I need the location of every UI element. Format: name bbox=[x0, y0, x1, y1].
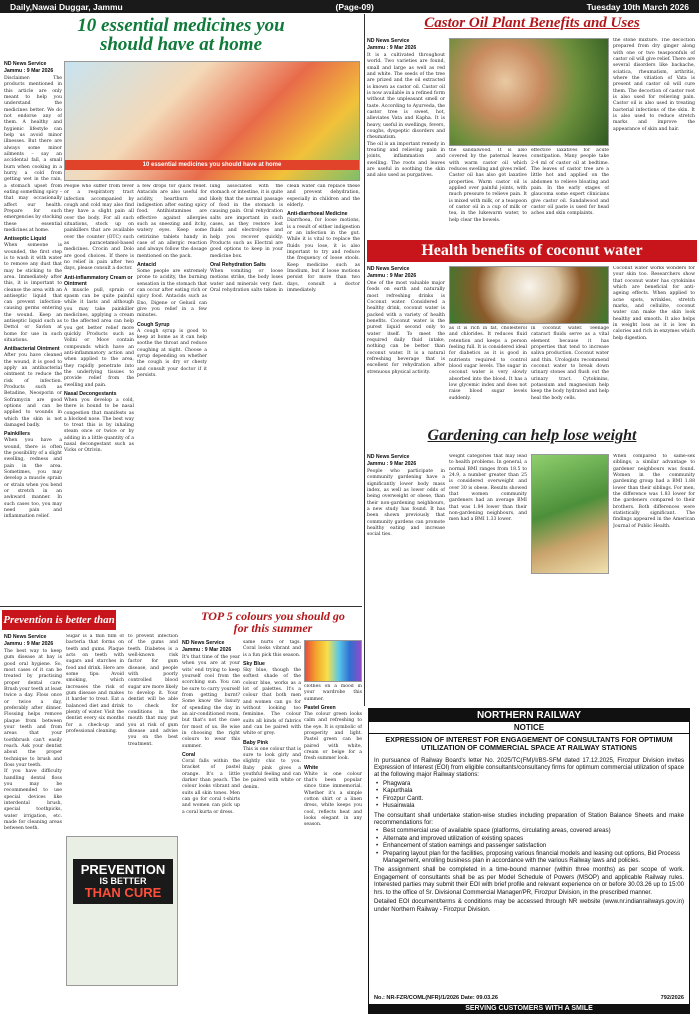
station-item: • Phagwara bbox=[383, 780, 684, 787]
castor-col2-text: the sandalwood. It is also covered by the paternal leaves with warm castor oil which reduces swelling and gives relief. Castor oil has also got laxative properties. Warm castor oil is applied over painful joints, with much pressure to relieve pain. It is mixed with milk, or a teaspoon of castor oil in a cup of milk or tea, in the lukewarm water, to help clear the bowels. bbox=[449, 148, 527, 223]
coconut-col-4 bbox=[613, 266, 695, 424]
colours-col1-text: It's that time of the year when you are at your wits' end trying to keep yourself cool from the scorching sun. You can be sure to carry yourself from getting burnt? Some know the luxury of spending the day in an air-conditioned room, but that's not the case for most of us. Be wise in choosing the right colours to wear this summer. bbox=[182, 655, 240, 749]
article-prevention bbox=[0, 608, 180, 1022]
article-gardening bbox=[367, 428, 697, 704]
castor-image bbox=[449, 38, 609, 146]
medicines-col-3 bbox=[137, 184, 207, 602]
prevention-quote-line3: THAN CURE bbox=[84, 885, 162, 901]
medicines-image bbox=[64, 61, 360, 181]
colours-image bbox=[304, 640, 362, 682]
prevention-quote bbox=[73, 859, 173, 904]
medicines-col4-text: lung associated with the stomach or intestine, it is quite likely that the normal passage of food in the stomach is causing pain. Oral rehydration salts are important in such cases, as they restore lost fluids and electrolytes and help you recover quickly. Products such as Electral are good options to keep in your medicine box. bbox=[210, 184, 283, 259]
medicines-headline-line2: should have at home bbox=[99, 34, 263, 55]
prevention-col2-text: Sugar is a thin film of bacteria that forms on teeth and gums. Plaque acts on teeth with sugars and starches in food and drink. Here are some tips: Avoid smoking, which increases the risk of gum disease and makes it harder to treat. Eat a balanced diet and drink plenty of water. Visit the dentist every six months for a check-up and professional cleaning. bbox=[66, 634, 124, 734]
colours-col-1 bbox=[182, 640, 240, 1020]
castor-col-1 bbox=[367, 38, 445, 238]
subhead-white: White bbox=[304, 764, 319, 771]
subhead-sky-blue: Sky Blue bbox=[243, 660, 265, 667]
subhead-anti-inflammatory: Anti-inflammatory Cream or Ointment bbox=[64, 274, 133, 287]
prevention-col1-text-b: If you have difficulty handling dental floss you may be recommended to use special devices like interdental brush, special toothpicks, water irrigation, etc. made for cleaning areas between teeth. bbox=[4, 769, 62, 832]
colours-col3-text-b: The colour green looks calm and refreshing to the eye. It is symbolic of prosperity and light. Pastel green can be paired with white, cream or beige for a fresh summer look. bbox=[304, 711, 362, 762]
colours-col3-text: clothes on a mood in your wardrobe this summer. bbox=[304, 684, 362, 702]
subhead-nasal: Nasal Decongestants bbox=[64, 390, 117, 397]
castor-headline: Castor Oil Plant Benefits and Uses bbox=[424, 15, 640, 31]
medicines-col1-text-b: When someone is wounded, the first step is to wash it with water to remove any dust that may be sticking to the area. Immediately after this, it is important to cleanse the area with an antiseptic liquid that can prevent infection-causing germs entering the wound. Keep an antiseptic liquid such as Dettol or Savlon at home for use in such situations. bbox=[4, 243, 62, 344]
gardening-byline: ND News Service Jammu : 9 Mar 2026 bbox=[367, 454, 417, 467]
medicines-col4-text-c: Diarrhoea, for loose motions, is a result of either indigestion or an infection in the gut. While it is vital to replace the fluids you lose, it is also important to try and reduce the frequency of loose stools. Keep medicine such as Imodium, but if loose motions persist for more than two days, consult a doctor immediately. bbox=[287, 218, 360, 293]
issue-date: Tuesday 10th March 2026 bbox=[586, 1, 689, 12]
medicines-col-5 bbox=[210, 184, 360, 602]
colours-headline-line2: for this summer bbox=[233, 621, 313, 635]
colours-col-3 bbox=[304, 684, 362, 1020]
prevention-col3-text: to prevent infection of the gums and teeth. Diabetes is a well-known risk factor for gum disease, and people with poorly controlled blood sugar are more likely to develop it. Your dentist will be able to check for conditions in the mouth that may put you at risk of gum disease and advise you on the best treatment. bbox=[128, 634, 178, 747]
page-number: (Page-09) bbox=[335, 1, 374, 12]
coconut-col2-text: as it is rich in fat, cholesterol and chlorides. It reduces fluid retention and keeps a person feeling full. It is considered ideal for diabetics as it is good in nutrients required to control blood sugar levels. The sugar in coconut water is very slowly absorbed into the blood. It has a low glycemic index and does not raise blood sugar levels suddenly. bbox=[449, 326, 527, 401]
gardening-col-2 bbox=[449, 454, 527, 702]
notice-type: NOTICE bbox=[369, 722, 689, 734]
medicines-col3-text: a few drops for quick relief. Antacids are also useful for acidity, heartburn and indigestion after eating spicy food. Antihistamines are effective against allergies such as sneezing and itchy, watery eyes. Keep some cetirizine tablets handy in case of an allergic reaction and always follow the dosage mentioned on the pack. bbox=[137, 184, 207, 259]
castor-col1-text: It is a cultivated throughout world. Two varieties are found, small and large as well as red and white. The seeds of the tree are prized and the oil extracted is known as castor oil. Castor oil is now available in a refined form without the unpleasant smell or taste. According to Ayurveda, the castor tree is sweet, hot, alleviates Vata and Kapha. It is heavy, useful in swellings, fevers, coughs, dyspeptic disorders and rheumatism. bbox=[367, 53, 445, 141]
castor-byline: ND News Service Jammu : 9 Mar 2026 bbox=[367, 38, 417, 51]
subhead-painkillers: Painkillers bbox=[4, 431, 30, 438]
subhead-antacid: Antacid bbox=[137, 261, 157, 268]
prevention-quote-line2: IS BETTER bbox=[99, 875, 147, 886]
prevention-image bbox=[66, 836, 178, 986]
colours-byline: ND News Service Jammu : 9 Mar 2026 bbox=[182, 640, 232, 653]
gardening-col3-text: When compared to same-sex siblings, a similar advantage to gardener neighbours was found. Women in the community gardening group had a BMI 1.88 lower than their siblings. For men, the difference was 1.83 lower for the gardeners compared to their brothers. Both differences were statistically significant. The findings appeared in the American Journal of Public Health. bbox=[613, 454, 695, 529]
gardening-col2-text: weight categories that may lead to health problems. In general, a normal BMI ranges from 18.5 to 24.9, a number greater than 25 is considered overweight and over 30 is obese. Results showed that women community gardeners had an average BMI that was 1.84 lower than their non-gardening neighbours, and men had a BMI 1.33 lower. bbox=[449, 454, 527, 523]
notice-terms: The assignment shall be completed in a time-bound manner (within three months) as per scope of work. Engagement of consultants shall be as per Model Schedule of Powers (MSOP) and applicable Railway rules. Interested parties may submit their EOI with brief profile and relevant experience on or before 30.03.26 up to 15:00 hrs. to the office of Sr. Divisional Commercial Manager/PR, Firozpur Division, in the prescribed manner. bbox=[374, 866, 684, 896]
coconut-col4-text: Coconut water works wonders for your skin too. Researchers show that coconut water has cytokinins which are beneficial for anti-ageing effects. When applied to acne spots, wrinkles, stretch marks, and cellulite, coconut water can make the skin look healthy and smooth. It also helps in weight loss as it is low in calories and rich in enzymes which help digestion. bbox=[613, 266, 695, 341]
coconut-col-3 bbox=[531, 326, 609, 424]
subhead-ors: Oral Rehydration Salts bbox=[210, 261, 266, 268]
colours-col2-text: same hurts or tags. Coral looks vibrant and is a fun pick this season. bbox=[243, 640, 301, 658]
prevention-col-2 bbox=[66, 634, 124, 834]
gardening-headline: Gardening can help lose weight bbox=[427, 428, 637, 444]
medicines-col4-text-b: When vomiting or loose motions strike, the body loses water and minerals very fast. Oral rehydration salts taken in clean water can replace these and prevent dehydration, especially in children and the elderly. bbox=[210, 184, 360, 293]
notice-intro: In pursuance of Railway Board's letter No. 2025/TC(FM)/I/BS-SFM dated 17.12.2025, Firozpur Division invites Expression of Interest (EOI) from eligible consultants/consultancy firms for optimum commercial utilization of space at the following major Railway stations: bbox=[374, 756, 684, 779]
column-divider bbox=[364, 14, 365, 706]
medicines-col2-text-b: A muscle pull, sprain or spasm can be quite painful while it lasts and although you may take painkiller medicines, applying a cream to the affected area can help you get better relief more quickly. Products such as Volini or Moov contain compounds which have an anti-inflammatory action and when applied to the area, they rapidly penetrate into the underlying tissues to provide relief from the swelling and pain. bbox=[64, 287, 134, 388]
colours-headline-line1: TOP 5 colours you should go bbox=[201, 609, 345, 623]
medicines-headline-line1: 10 essential medicines you bbox=[77, 15, 285, 36]
prevention-headline: Prevention is better than cure bbox=[2, 610, 116, 630]
castor-col-2 bbox=[449, 148, 527, 238]
scope-item: • Best commercial use of available space (platforms, circulating areas, covered areas) bbox=[383, 827, 684, 834]
medicines-byline: ND News Service Jammu : 9 Mar 2026 bbox=[4, 61, 54, 74]
medicines-col3-text-c: A cough syrup is good to keep at home as it can help soothe the throat and reduce coughing at night. Choose a syrup depending on whether the cough is dry or chesty and consult your doctor if it persists. bbox=[137, 328, 207, 378]
article-coconut-water bbox=[367, 240, 697, 425]
prevention-byline: ND News Service Jammu : 9 Mar 2026 bbox=[4, 634, 54, 647]
prevention-col-3 bbox=[128, 634, 178, 834]
colours-col3-text-c: White is one colour that's been popular since time immemorial. Whether it's a simple cotton shirt or a linen dress, white keeps you cool, reflects heat and looks elegant in any season. bbox=[304, 771, 362, 828]
coconut-col-2 bbox=[449, 326, 527, 424]
subhead-antidiarrhoeal: Anti-diarrhoeal Medicine bbox=[287, 211, 348, 218]
medicines-headline bbox=[0, 16, 362, 54]
page-masthead bbox=[0, 0, 699, 13]
notice-reference bbox=[369, 994, 689, 1002]
station-item: • Husainwala bbox=[383, 802, 684, 809]
notice-scope-intro: The consultant shall undertake station-wise studies including preparation of Station Balance Sheets and make recommendations for: bbox=[374, 811, 684, 826]
medicines-col2-text-c: When you develop a cold, there is bound to be nasal congestion that manifests as a blocked nose. The best way to treat this is by inhaling steam once or twice or by adding in a little quantity of a nasal decongestant such as Vicks or Otrivin. bbox=[64, 397, 134, 454]
castor-col3-text: effective laxatives for acute constipation. Many people take 2-4 ml of castor oil at bedtime. The leaves of castor tree are a little hot and applied on the abdomen to relieve bloating and pain. In the early stages of glaucoma some expert clinicians give castor oil. Sandalwood and castor oil paste is used for head aches and skin complaints. bbox=[531, 148, 609, 217]
notice-footer: SERVING CUSTOMERS WITH A SMILE bbox=[369, 1004, 689, 1013]
article-castor-oil bbox=[367, 14, 697, 239]
notice-station-list bbox=[369, 780, 689, 810]
medicines-col1-text-c: After you have cleaned the wound, it is good to apply an antibacterial ointment to reduce the risk of infection. Products such as Betadine, Neosporin or Soframycin are good options and can be applied to wounds in which the skin is not damaged badly. bbox=[4, 353, 62, 429]
subhead-antibacterial: Antibacterial Ointment bbox=[4, 346, 60, 353]
gardening-col-3 bbox=[613, 454, 695, 702]
scope-item: • Alternate and improved utilization of existing spaces bbox=[383, 835, 684, 842]
colours-col-2 bbox=[243, 640, 301, 1020]
coconut-col-1 bbox=[367, 266, 445, 424]
scope-item: • Preparing layout plan for the facilities, proposing various financial models and leasing out options, Bid Process Management, enrolling business plan in accordance with the various Railway laws and policies. bbox=[383, 850, 684, 865]
notice-ref-code: 792/2026 bbox=[660, 995, 684, 1001]
coconut-col1-text: One of the most valuable major foods on earth and naturally most refreshing drinks is Coconut water. Considered a healthy drink, coconut water is packed with a variety of health benefits. Coconut water is the purest liquid second only to water itself. To meet the required daily fluid intake, nothing can be better than coconut water. It is a natural refreshing beverage that is excellent for rehydration after strenuous physical activity. bbox=[367, 281, 445, 375]
medicines-col2-text: People who suffer from fever or a respiratory tract infection accompanied by cough and cold may also find they have a slight pain all over the body. For all such situations, stock up on painkillers that are available over the counter (OTC) such as paracetamol-based medicines. Crocin and Dolo are good choices. If there is no relief in pain after two days, please consult a doctor. bbox=[64, 184, 134, 272]
prevention-col-1 bbox=[4, 634, 62, 1019]
medicines-col3-text-b: Some people are extremely prone to acidity, the burning sensation in the stomach that can occur after eating rich or spicy food. Antacids such as Eno, Digene or Gelusil can give you relief in a few minutes. bbox=[137, 268, 207, 319]
castor-col4-text: the stone mixture. The decoction prepared from dry ginger along with one or two teaspoonfuls of castor oil will give relief. There are several disorders like backache, sciatica, rheumatism, arthritis, where the vitiation of Vata is present and castor oil will cure them. The decoction of castor root is also used for relieving pain. Castor oil is also used in treating bacterial infections of the skin. It is also used to reduce stretch marks and improve the appearance of skin and hair. bbox=[613, 38, 695, 132]
notice-ref-no: No.: NR-FZR/COML(NFR)/1/2026 Date: 09.03.26 bbox=[374, 995, 499, 1001]
colours-headline bbox=[182, 610, 364, 634]
castor-col-3 bbox=[531, 148, 609, 238]
subhead-coral: Coral bbox=[182, 751, 196, 758]
medicines-col1-text-d: When you have a wound, there is often the possibility of a slight swelling, redness and pain in the area. Sometimes, you may develop a muscle sprain or strain when you bend or stretch in an awkward manner. In such cases too, you may need pain and inflammation relief. bbox=[4, 438, 62, 520]
article-colours bbox=[182, 608, 364, 1022]
gardening-col-1 bbox=[367, 454, 445, 702]
coconut-image bbox=[449, 266, 609, 324]
notice-scope-list bbox=[369, 827, 689, 864]
coconut-headline: Health benefits of coconut water bbox=[367, 240, 697, 262]
station-item: • Kapurthala bbox=[383, 787, 684, 794]
castor-col-4 bbox=[613, 38, 695, 238]
article-medicines bbox=[0, 14, 362, 604]
medicines-col-2 bbox=[64, 184, 134, 602]
castor-col1-text-b: The oil is an important remedy in treating and relieving pain in joints, inflammation and swelling. The roots and leaves are useful in soothing the skin and also used as purgatives. bbox=[367, 141, 445, 179]
coconut-byline: ND News Service Jammu : 9 Mar 2026 bbox=[367, 266, 417, 279]
medicines-col-1 bbox=[4, 61, 62, 601]
railway-notice bbox=[368, 708, 690, 1014]
subhead-baby-pink: Baby Pink bbox=[243, 739, 269, 746]
colours-col2-text-c: This is one colour that is sure to look girly and slightly chic to you. Baby pink gives a youthful feeling and can be paired with white or denim. bbox=[243, 746, 301, 790]
section-divider bbox=[0, 606, 362, 607]
prevention-col1-text: The best way to keep gum disease at bay is good oral hygiene. So, most cases of it can be treated by practising proper dental care. Brush your teeth at least twice a day. Floss once or twice a day, preferably after dinner. Flossing helps remove plaque from between your teeth and from areas that your toothbrush can't easily reach. Ask your dentist about the proper technique to brush and floss your teeth. bbox=[4, 649, 62, 768]
medicines-col1-text: Disclaimer: The products mentioned in this article are only meant to help you understand the medicines better. We do not endorse any of them. A healthy and hygienic lifestyle can help us avoid minor illnesses. But there are always some minor ailments – say an accidental fall, a small burn when cooking in a hurry, a cold from getting wet in the rain, a stomach upset from eating something spicy – that may occasionally affect our health. Prepare for such emergencies by stocking these essential medicines at home. bbox=[4, 76, 62, 233]
coconut-col3-text: in coconut water. Teenage cataract fluids serve as a vital element because it has properties that tend to increase saliva production. Coconut water and thin. Urologists recommend coconut water to break down urinary stones and flush out the urinary tract. Cytokinins, potassium and magnesium help keep the body hydrated and help heal the body cells. bbox=[531, 326, 609, 401]
paper-name: Daily,Nawai Duggar, Jammu bbox=[10, 1, 123, 12]
subhead-cough-syrup: Cough Syrup bbox=[137, 321, 170, 328]
colours-col2-text-b: Sky blue, though the softest shade of the colour blue, works as a lot of palettes. It's a colour that both men and women can go for without looking too feminine. The colour suits all kinds of fabrics and can be paired with white or grey. bbox=[243, 667, 301, 737]
subhead-pastel-green: Pastel Green bbox=[304, 704, 336, 711]
notice-website: Detailed EOI document/terms & conditions may be accessed through NR website (www.nr.indianrailways.gov.in) under Northern Railway - Firozpur Division. bbox=[374, 898, 684, 913]
medicines-image-caption: 10 essential medicines you should have at home bbox=[65, 160, 359, 170]
gardening-image bbox=[531, 454, 609, 574]
gardening-col1-text: People who participate in community gardening have a significantly lower body mass index, as well as lower odds of being overweight or obese, than their non-gardening neighbours, a new study has found. It has been shown previously that community gardens can promote healthy eating and increase social ties. bbox=[367, 469, 445, 538]
notice-org: NORTHERN RAILWAY bbox=[369, 709, 689, 722]
prevention-quote-line1: PREVENTION bbox=[80, 862, 166, 877]
notice-title: EXPRESSION OF INTEREST FOR ENGAGEMENT OF CONSULTANTS FOR OPTIMUM UTILIZATION OF COMMERCIAL SPACE AT RAILWAY STATIONS bbox=[385, 735, 673, 753]
colours-col1-text-b: Coral falls within the bracket of pastel orange. It's a little darker than peach. The colour looks vibrant and suits all skin tones. Men can go for coral t-shirts and women can pick up a coral kurta or dress. bbox=[182, 758, 240, 815]
subhead-antiseptic: Antiseptic Liquid bbox=[4, 236, 47, 243]
station-item: • Firozpur Cantt. bbox=[383, 795, 684, 802]
scope-item: • Enhancement of station earnings and passenger satisfaction bbox=[383, 842, 684, 849]
